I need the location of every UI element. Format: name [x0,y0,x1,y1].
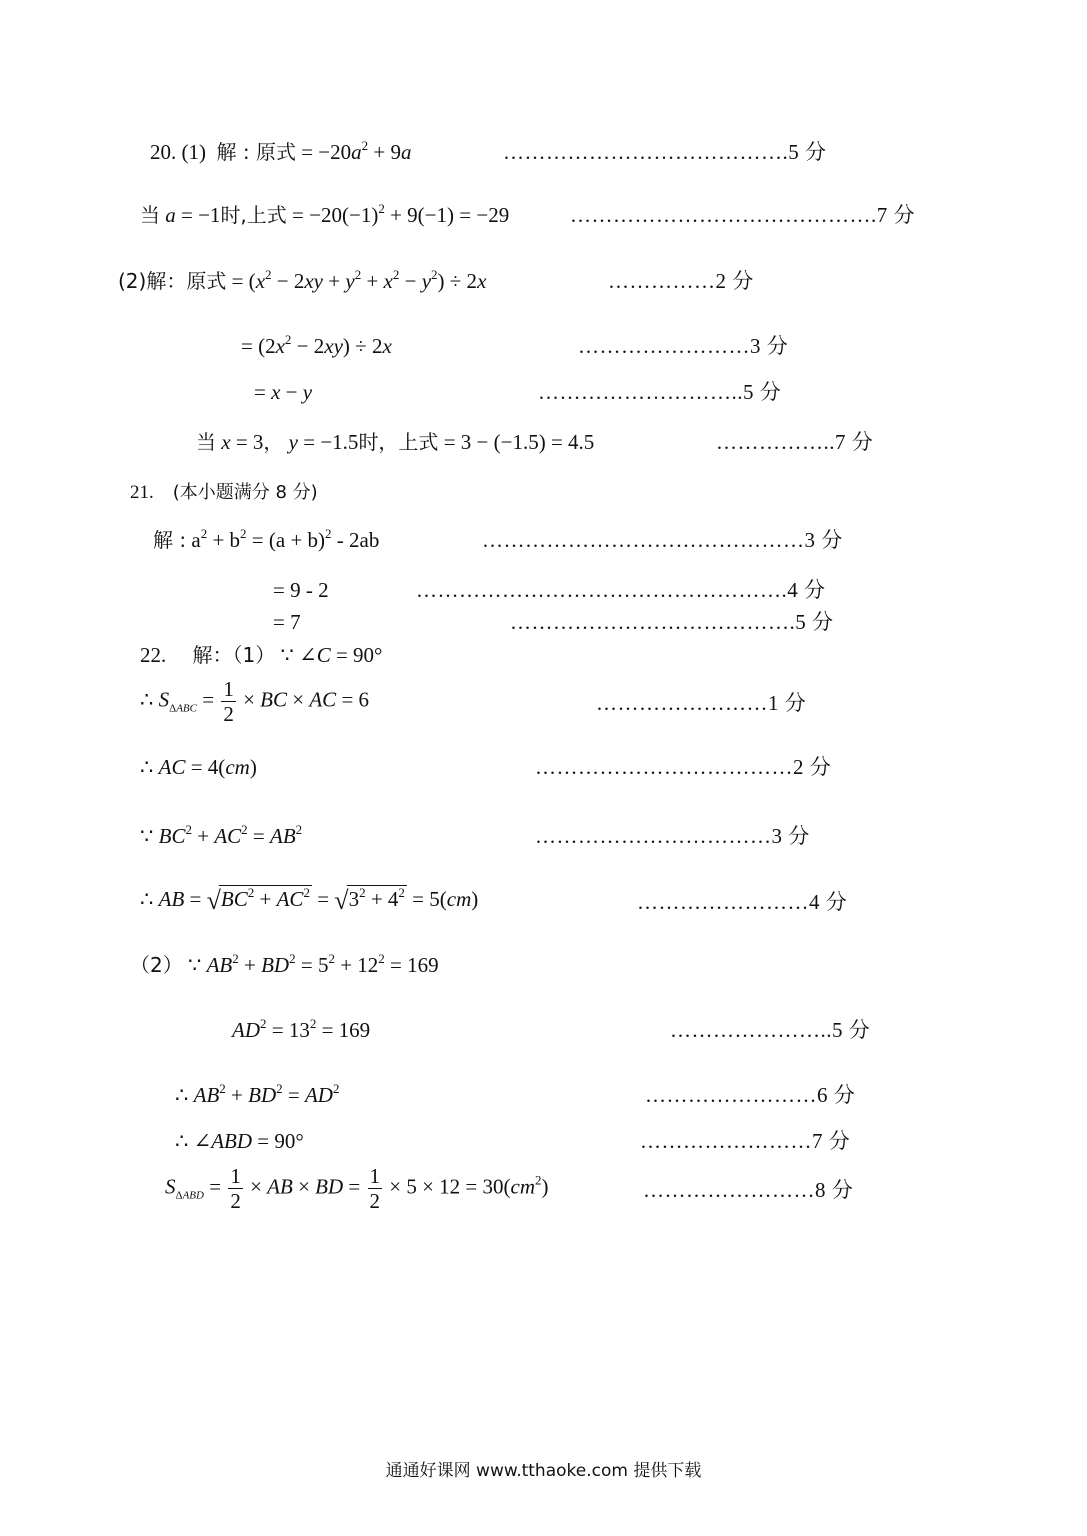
question-number: 22. [140,643,167,667]
question-number: 20. (1) [150,140,206,164]
q22-converse-line: ∴ $AB^2 + BD^2 = AD^2$ [175,1081,340,1107]
score-leader: …………………………………….7 分 [570,203,915,227]
q20-1-substitution-line: 当 a = −1时,上式 = $-20(-1)^2 + 9(-1) = -29$ [140,201,510,227]
score-note: (本小题满分 8 分) [172,482,318,503]
q22-ad-line: $AD^2 = 13^2 = 169$ [232,1016,371,1042]
score-leader: ……………………3 分 [578,334,789,358]
q22-angle-line: ∴ ∠ABD = 90° [175,1129,304,1153]
score-leader: ………………………………….5 分 [503,140,827,164]
score-leader: ……………………8 分 [643,1178,854,1202]
score-leader: …………………..5 分 [670,1018,871,1042]
score-leader: ……………………7 分 [640,1129,851,1153]
score-leader: ……………………4 分 [637,890,848,914]
q21-line3: = 7 [273,610,301,634]
question-number: 21. [130,482,154,503]
q22-ab-line: ∴ AB = $√BC^2 + AC^2 = √3^2 + 4^2 = 5(cm)$ [140,885,479,915]
score-leader: ………………………..5 分 [538,380,782,404]
q21-header [130,483,318,502]
q21-line1: 解 : $a^2 + b^2 = (a + b)^2 - 2ab$ [153,526,380,552]
q20-2-substitution: 当 x = 3， y = −1.5时，上式 = 3 − (−1.5) = 4.5 [196,430,595,454]
q22-header: 22. 解：（1） ∵ ∠C = 90° [140,643,383,667]
q22-area-abd-line: $S_{\Delta ABD}$ = $\frac{1}{2}$ × AB × BD = $\frac{1}{2}$ × $5 \times 12 = 30(cm^2)$ [165,1164,549,1214]
score-leader: ……………2 分 [608,269,754,293]
score-leader: ……………..7 分 [716,430,874,454]
score-leader: ……………………1 分 [596,691,807,715]
score-leader: ………………………………2 分 [535,755,832,779]
q22-area-line: ∴ $S_{\Delta ABC}$ = $\frac{1}{2}$ × BC × AC = 6 [140,677,370,727]
score-leader: …………………………………………….4 分 [416,578,826,602]
q20-2-line: (2)解：原式 = $(x^2 - 2xy + y^2 + x^2 - y^2) \div 2x$ [118,267,487,293]
score-leader: ………………………………….5 分 [510,610,834,634]
q22-2-line: （2） ∵ $AB^2 + BD^2 = 5^2 + 12^2 = 169$ [130,951,439,977]
score-leader: ……………………6 分 [645,1083,856,1107]
q22-ac-line: ∴ AC = 4(cm) [140,755,257,779]
q20-1-line: 20. (1) 解 : 原式 = $-20a^2 + 9a$ [150,138,412,164]
q22-pythagoras-line: ∵ $BC^2 + AC^2 = AB^2$ [140,822,303,848]
solution-label: 解 : 原式 [216,140,296,164]
footer-source: 通通好课网 www.tthaoke.com 提供下载 [385,1461,702,1481]
q20-2-step2: = $(2x^2 - 2xy) \div 2x$ [241,332,392,358]
score-leader: ……………………………3 分 [535,824,810,848]
question-part-label: (2)解：原式 [118,269,227,293]
q20-2-step3: = x − y [254,380,313,404]
q21-line2: = 9 - 2 [273,578,329,602]
score-leader: ………………………………………3 分 [482,528,843,552]
